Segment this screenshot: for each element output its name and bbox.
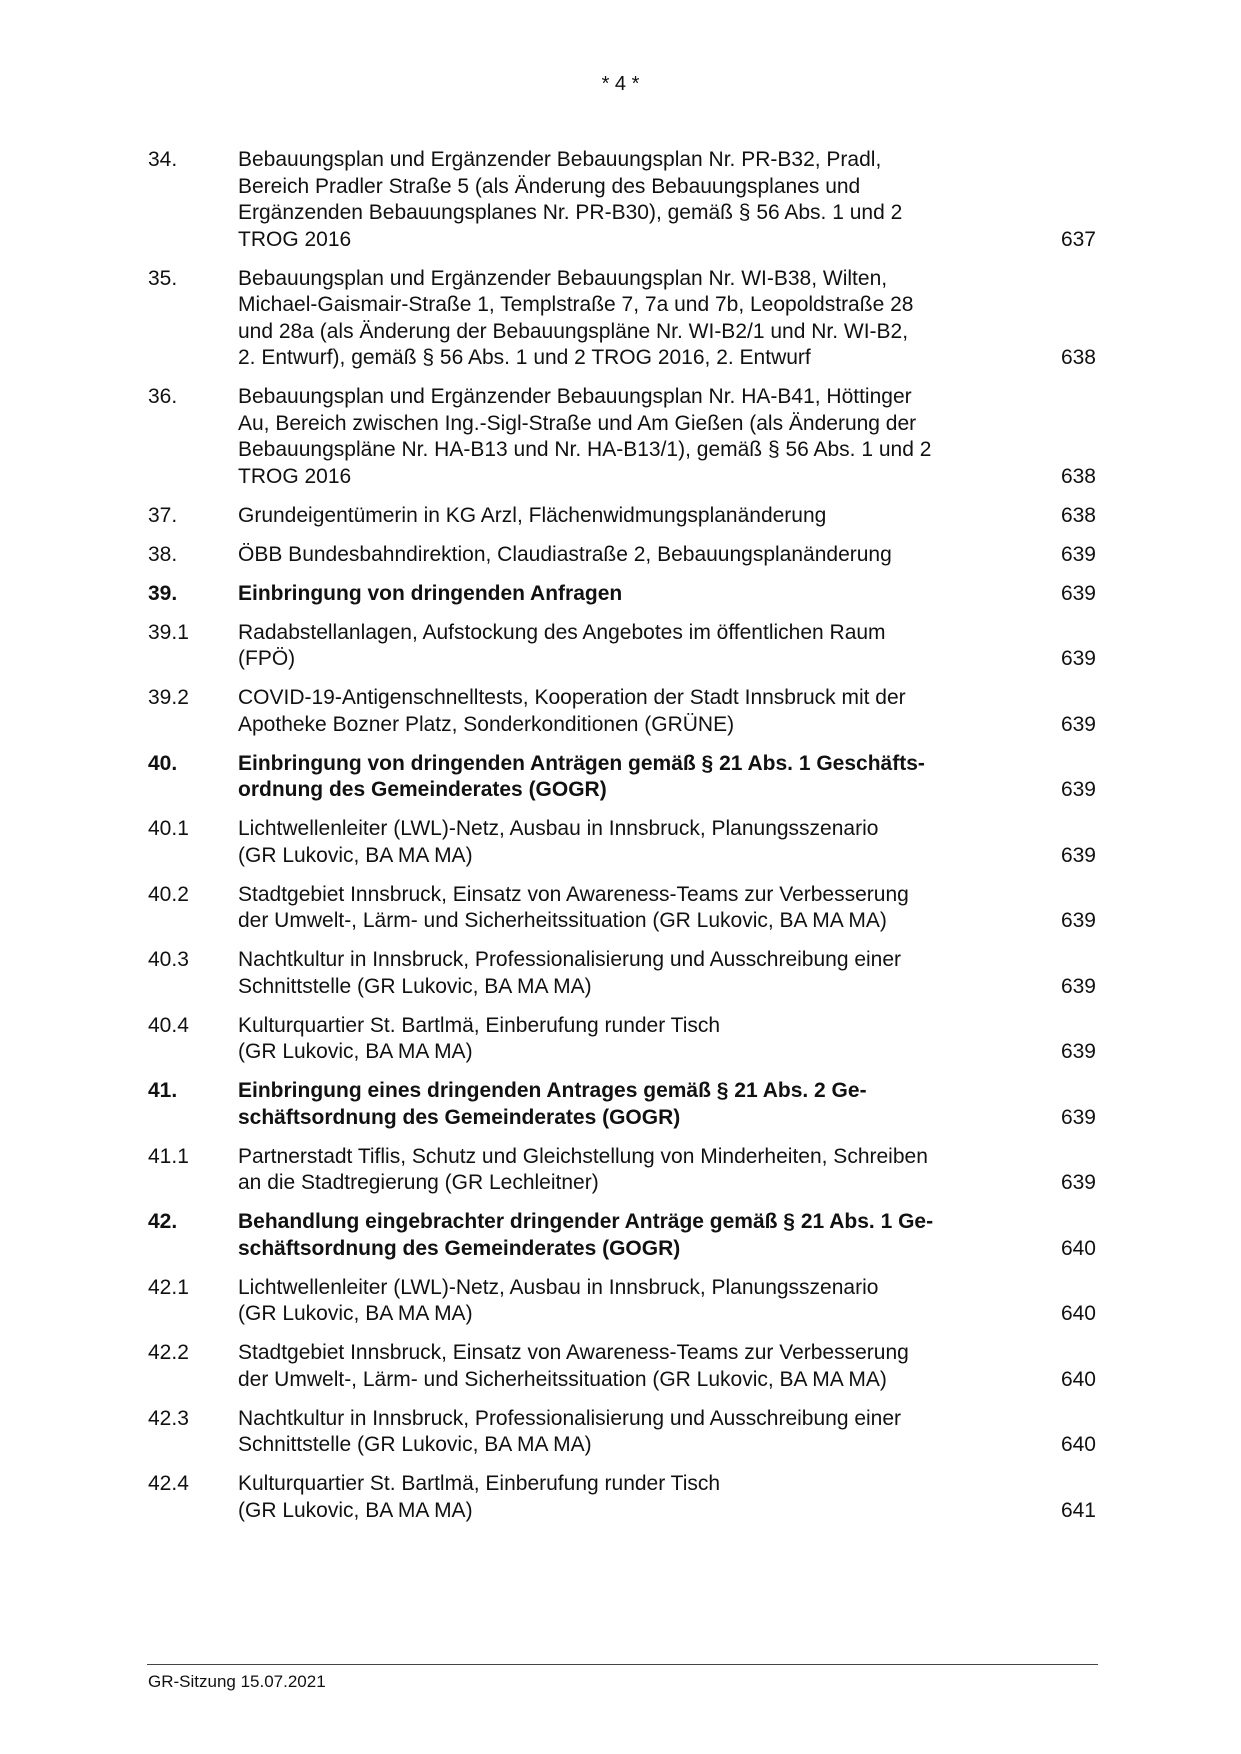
- toc-entry-title-line: Nachtkultur in Innsbruck, Professionalisierung und Ausschreibung einer: [238, 948, 902, 971]
- footer-divider: [147, 1664, 1098, 1665]
- toc-entry-title-line: COVID-19-Antigenschnelltests, Kooperation der Stadt Innsbruck mit der: [238, 686, 906, 709]
- toc-entry-title-line: schäftsordnung des Gemeinderates (GOGR): [238, 1236, 681, 1260]
- toc-entry-title: [238, 751, 1014, 804]
- toc-entry-title: [238, 1471, 1014, 1524]
- toc-entry-title: [238, 581, 1014, 608]
- toc-entry-title-line: schäftsordnung des Gemeinderates (GOGR): [238, 1105, 681, 1129]
- toc-entry-title-line: TROG 2016: [238, 464, 352, 488]
- toc-entry-title: [238, 384, 1014, 490]
- toc-entry-title-line: Michael-Gaismair-Straße 1, Templstraße 7, 7a und 7b, Leopoldstraße 28: [238, 293, 914, 316]
- toc-entry-title-line: Apotheke Bozner Platz, Sonderkonditionen (GRÜNE): [238, 712, 735, 736]
- toc-entry-title-line: Radabstellanlagen, Aufstockung des Angebotes im öffentlichen Raum: [238, 620, 886, 644]
- toc-entry-title-line: Schnittstelle (GR Lukovic, BA MA MA): [238, 974, 592, 998]
- table-of-contents: [148, 147, 1096, 1537]
- toc-entry: [148, 1406, 1096, 1459]
- toc-entry-number: 40.4: [148, 1013, 189, 1037]
- toc-entry-title: [238, 1144, 1014, 1197]
- toc-entry-title-line: Stadtgebiet Innsbruck, Einsatz von Awareness-Teams zur Verbesserung: [238, 882, 909, 906]
- toc-entry-page: 640: [1060, 1367, 1096, 1391]
- toc-entry-title: [238, 685, 1014, 738]
- toc-entry-title-line: Lichtwellenleiter (LWL)-Netz, Ausbau in Innsbruck, Planungsszenario: [238, 1275, 879, 1299]
- toc-entry-title-line: und 28a (als Änderung der Bebauungspläne Nr. WI-B2/1 und Nr. WI-B2,: [238, 319, 909, 343]
- toc-entry-page: 638: [1060, 464, 1096, 488]
- toc-entry: [148, 1471, 1096, 1524]
- toc-entry-title-line: (GR Lukovic, BA MA MA): [238, 1040, 473, 1063]
- toc-entry-page: 639: [1060, 1171, 1096, 1194]
- toc-entry-page: 639: [1060, 712, 1096, 736]
- toc-entry-title-line: (GR Lukovic, BA MA MA): [238, 1498, 473, 1522]
- toc-entry-title: [238, 882, 1014, 935]
- toc-entry-title: [238, 1078, 1014, 1131]
- toc-entry-title: [238, 147, 1014, 253]
- toc-entry-number: 39.: [148, 581, 178, 605]
- toc-entry: [148, 1209, 1096, 1262]
- toc-entry-title-line: Partnerstadt Tiflis, Schutz und Gleichstellung von Minderheiten, Schreiben: [238, 1144, 928, 1168]
- toc-entry-number: 38.: [148, 542, 178, 566]
- toc-entry: [148, 1144, 1096, 1197]
- toc-entry-page: 639: [1060, 1105, 1096, 1129]
- toc-entry: [148, 882, 1096, 935]
- toc-entry-title-line: Schnittstelle (GR Lukovic, BA MA MA): [238, 1433, 592, 1456]
- toc-entry-title-line: Bebauungsplan und Ergänzender Bebauungsplan Nr. PR-B32, Pradl,: [238, 148, 882, 171]
- toc-entry-title-line: Einbringung von dringenden Anträgen gemäß § 21 Abs. 1 Geschäfts-: [238, 751, 925, 775]
- toc-entry-title-line: (GR Lukovic, BA MA MA): [238, 843, 473, 867]
- toc-entry: [148, 751, 1096, 804]
- toc-entry-title-line: (FPÖ): [238, 647, 296, 670]
- toc-entry-title-line: Bebauungsplan und Ergänzender Bebauungsplan Nr. HA-B41, Höttinger: [238, 385, 912, 408]
- toc-entry-title-line: ÖBB Bundesbahndirektion, Claudiastraße 2, Bebauungsplanänderung: [238, 542, 892, 566]
- toc-entry-title-line: (GR Lukovic, BA MA MA): [238, 1302, 473, 1325]
- toc-entry-title: [238, 1406, 1014, 1459]
- toc-entry-title: [238, 503, 1014, 530]
- toc-entry-title: [238, 1275, 1014, 1328]
- toc-entry-number: 42.3: [148, 1406, 189, 1430]
- toc-entry: [148, 1275, 1096, 1328]
- toc-entry-number: 42.1: [148, 1275, 189, 1299]
- toc-entry-title-line: Behandlung eingebrachter dringender Anträge gemäß § 21 Abs. 1 Ge-: [238, 1210, 934, 1233]
- toc-entry-number: 42.4: [148, 1472, 189, 1495]
- toc-entry-title: [238, 266, 1014, 372]
- toc-entry-title-line: Bebauungsplan und Ergänzender Bebauungsplan Nr. WI-B38, Wilten,: [238, 266, 888, 290]
- toc-entry-number: 35.: [148, 266, 178, 290]
- page-number: * 4 *: [601, 73, 640, 95]
- toc-entry: [148, 266, 1096, 372]
- toc-entry-number: 42.2: [148, 1341, 189, 1364]
- toc-entry-page: 639: [1060, 1040, 1096, 1063]
- toc-entry-title-line: 2. Entwurf), gemäß § 56 Abs. 1 und 2 TROG 2016, 2. Entwurf: [238, 346, 811, 369]
- toc-entry-title-line: TROG 2016: [238, 227, 352, 251]
- toc-entry-number: 37.: [148, 503, 178, 527]
- toc-entry: [148, 384, 1096, 490]
- toc-entry-title-line: Nachtkultur in Innsbruck, Professionalisierung und Ausschreibung einer: [238, 1406, 902, 1430]
- toc-entry-title-line: Ergänzenden Bebauungsplanes Nr. PR-B30), gemäß § 56 Abs. 1 und 2: [238, 201, 903, 224]
- toc-entry-title-line: Lichtwellenleiter (LWL)-Netz, Ausbau in Innsbruck, Planungsszenario: [238, 817, 879, 840]
- toc-entry-number: 40.1: [148, 817, 189, 840]
- toc-entry: [148, 947, 1096, 1000]
- toc-entry: [148, 1340, 1096, 1393]
- toc-entry: [148, 685, 1096, 738]
- toc-entry-page: 640: [1060, 1433, 1096, 1456]
- toc-entry-page: 639: [1060, 542, 1096, 566]
- toc-entry-number: 40.3: [148, 948, 189, 971]
- toc-entry-page: 640: [1060, 1236, 1096, 1260]
- toc-entry-title-line: Bebauungspläne Nr. HA-B13 und Nr. HA-B13/1), gemäß § 56 Abs. 1 und 2: [238, 438, 932, 461]
- toc-entry-page: 639: [1060, 974, 1096, 998]
- toc-entry-title: [238, 1209, 1014, 1262]
- toc-entry-page: 639: [1060, 843, 1096, 867]
- toc-entry-title: [238, 620, 1014, 673]
- toc-entry-title-line: Stadtgebiet Innsbruck, Einsatz von Awareness-Teams zur Verbesserung: [238, 1341, 909, 1364]
- toc-entry: [148, 147, 1096, 253]
- toc-entry-title-line: Kulturquartier St. Bartlmä, Einberufung runder Tisch: [238, 1472, 721, 1495]
- toc-entry-number: 41.: [148, 1079, 178, 1102]
- toc-entry-title-line: Einbringung eines dringenden Antrages gemäß § 21 Abs. 2 Ge-: [238, 1079, 867, 1102]
- toc-entry-number: 34.: [148, 148, 178, 171]
- toc-entry-title: [238, 947, 1014, 1000]
- toc-entry-page: 638: [1060, 503, 1096, 527]
- toc-entry-number: 36.: [148, 385, 178, 408]
- toc-entry-number: 40.2: [148, 882, 189, 906]
- toc-entry-page: 639: [1060, 909, 1096, 932]
- toc-entry-number: 39.2: [148, 686, 189, 709]
- toc-entry-title-line: Bereich Pradler Straße 5 (als Änderung des Bebauungsplanes und: [238, 174, 861, 198]
- toc-entry: [148, 581, 1096, 608]
- toc-entry-page: 639: [1060, 778, 1096, 801]
- toc-entry-title-line: Au, Bereich zwischen Ing.-Sigl-Straße und Am Gießen (als Änderung der: [238, 411, 917, 435]
- toc-entry-title-line: ordnung des Gemeinderates (GOGR): [238, 778, 607, 801]
- toc-entry-title-line: Kulturquartier St. Bartlmä, Einberufung runder Tisch: [238, 1013, 721, 1037]
- toc-entry-title-line: an die Stadtregierung (GR Lechleitner): [238, 1171, 599, 1194]
- toc-entry-title-line: Einbringung von dringenden Anfragen: [238, 581, 623, 605]
- toc-entry: [148, 1078, 1096, 1131]
- toc-entry-page: 641: [1060, 1498, 1096, 1522]
- toc-entry-page: 638: [1060, 346, 1096, 369]
- toc-entry-page: 640: [1060, 1302, 1096, 1325]
- toc-entry-number: 39.1: [148, 620, 189, 644]
- toc-entry: [148, 620, 1096, 673]
- toc-entry-page: 639: [1060, 581, 1096, 605]
- toc-entry: [148, 816, 1096, 869]
- toc-entry: [148, 503, 1096, 530]
- toc-entry-number: 42.: [148, 1210, 178, 1233]
- toc-entry-title-line: Grundeigentümerin in KG Arzl, Flächenwidmungsplanänderung: [238, 503, 827, 527]
- toc-entry: [148, 1013, 1096, 1066]
- toc-entry-number: 41.1: [148, 1144, 189, 1168]
- toc-entry: [148, 542, 1096, 569]
- toc-entry-page: 637: [1060, 227, 1096, 251]
- toc-entry-title: [238, 1340, 1014, 1393]
- toc-entry-number: 40.: [148, 751, 178, 775]
- toc-entry-title-line: der Umwelt-, Lärm- und Sicherheitssituation (GR Lukovic, BA MA MA): [238, 909, 887, 932]
- toc-entry-page: 639: [1060, 647, 1096, 670]
- toc-entry-title: [238, 1013, 1014, 1066]
- toc-entry-title-line: der Umwelt-, Lärm- und Sicherheitssituation (GR Lukovic, BA MA MA): [238, 1367, 887, 1391]
- toc-entry-title: [238, 816, 1014, 869]
- toc-entry-title: [238, 542, 1014, 569]
- footer-session-date: GR-Sitzung 15.07.2021: [148, 1672, 326, 1691]
